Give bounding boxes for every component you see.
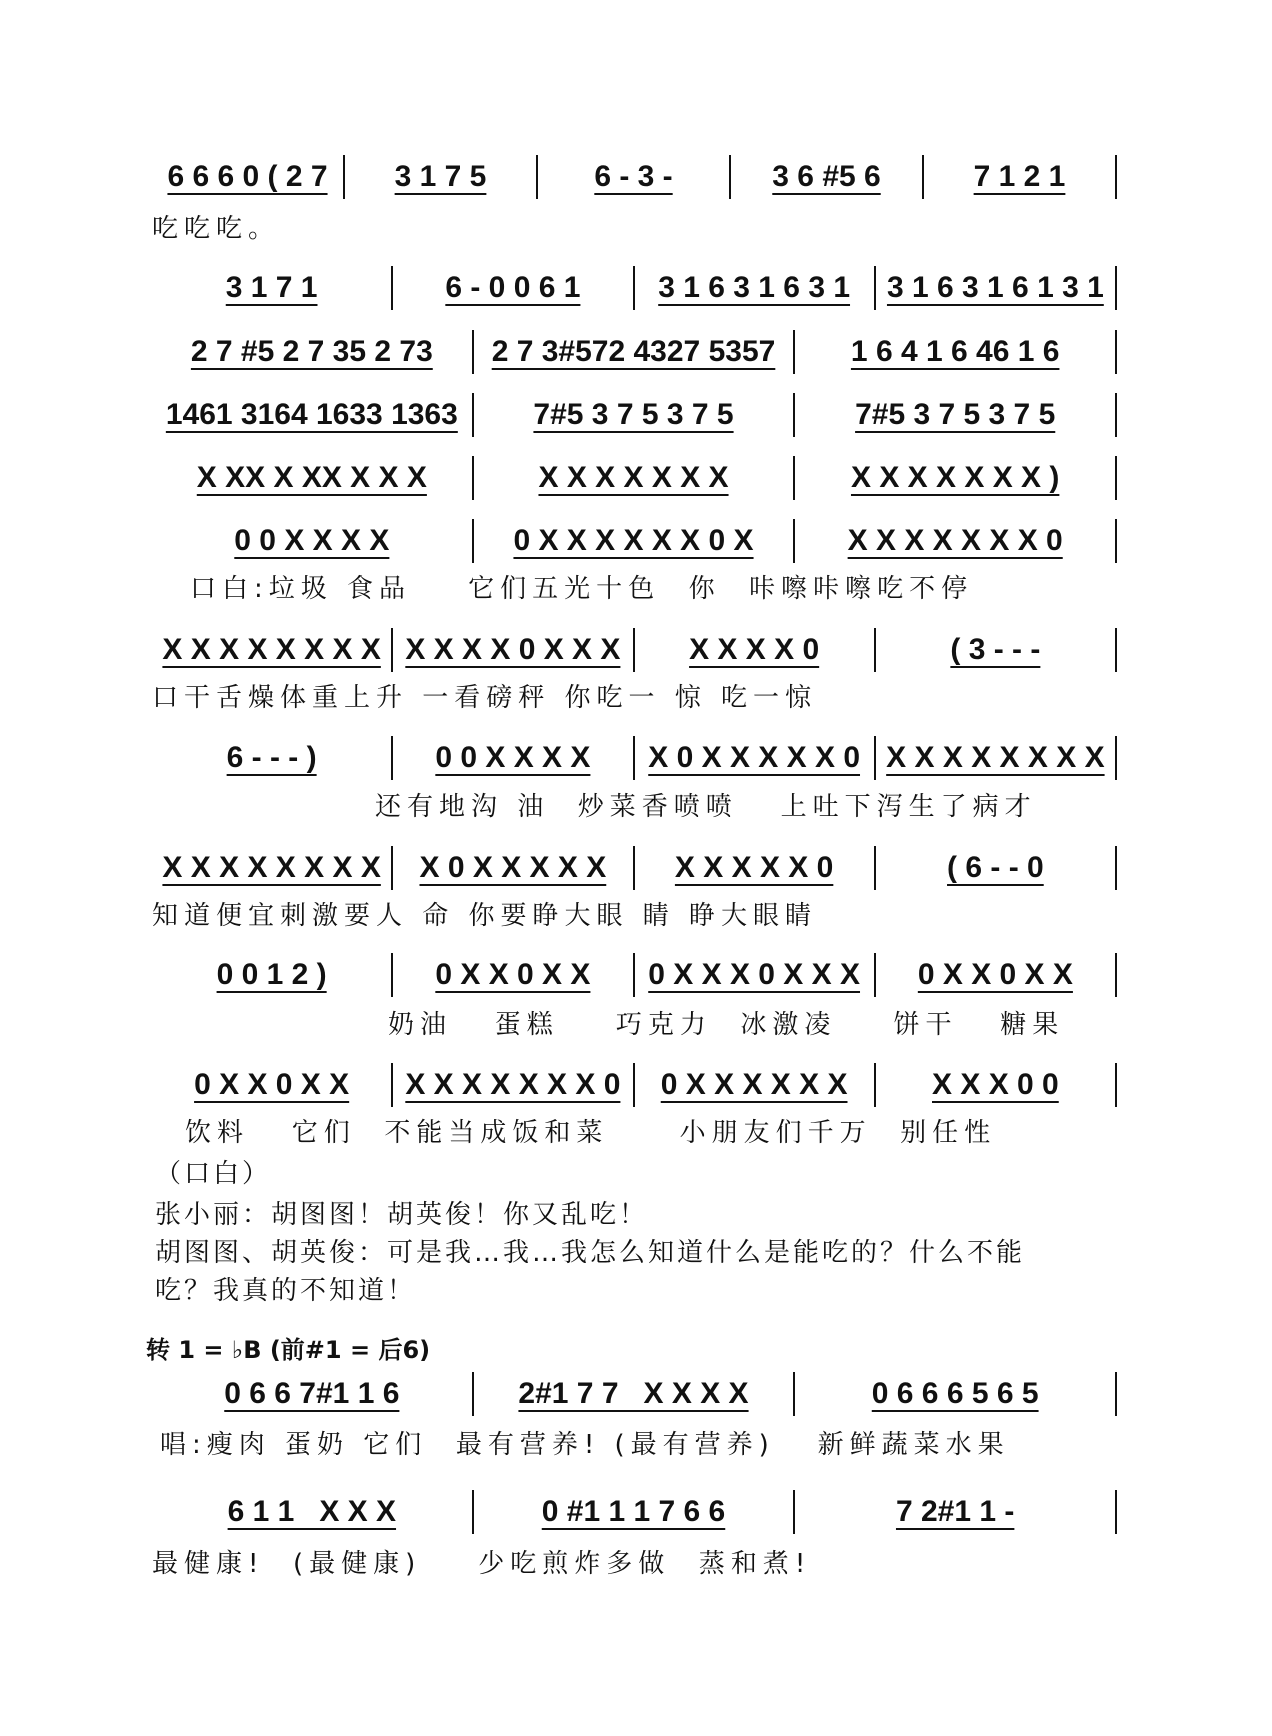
dialogue-line: 张小丽：胡图图！胡英俊！你又乱吃！ (155, 1200, 649, 1230)
measure: X XX X XX X X X (152, 456, 474, 500)
music-row-12 (152, 1372, 1117, 1416)
lyric-row-7: 口干舌燥体重上升 一看磅秤 你吃一 惊 吃一惊 (152, 683, 818, 713)
measure: 6 6 6 0 ( 2 7 (152, 155, 345, 199)
music-row-11 (152, 1063, 1117, 1107)
measure: 2 7 #5 2 7 35 2 73 (152, 330, 474, 374)
measure: X 0 X X X X X 0 (635, 736, 876, 780)
measure: 6 - 0 0 6 1 (393, 266, 634, 310)
measure: 1461 3164 1633 1363 (152, 393, 474, 437)
music-row-8 (152, 736, 1117, 780)
music-row-2 (152, 266, 1117, 310)
measure: X X X X 0 (635, 628, 876, 672)
measure: 1 6 4 1 6 46 1 6 (850, 335, 1060, 368)
measure: X X X X X X X ) (850, 461, 1060, 494)
measure: X X X X X X X X (152, 846, 393, 890)
music-row-7 (152, 628, 1117, 672)
music-row-5 (152, 456, 1117, 500)
measure: 6 - - - ) (152, 736, 393, 780)
measure: ( 6 - - 0 (947, 851, 1044, 884)
music-row-3 (152, 330, 1117, 374)
measure: 0 6 6 7#1 1 6 (152, 1372, 474, 1416)
music-row-9 (152, 846, 1117, 890)
lyric-row-12: 唱:瘦肉 蛋奶 它们 最有营养! (最有营养) 新鲜蔬菜水果 (160, 1430, 1010, 1460)
measure: X X X X X X X X (886, 741, 1105, 774)
music-row-13 (152, 1490, 1117, 1534)
measure: 0 0 X X X X (152, 519, 474, 563)
measure: 2 7 3#572 4327 5357 (474, 330, 796, 374)
measure: 0 #1 1 1 7 6 6 (474, 1490, 796, 1534)
measure: X X X X X X X X (152, 628, 393, 672)
measure: X X X X X X X 0 (847, 524, 1063, 557)
measure: X X X X X 0 (635, 846, 876, 890)
music-row-4 (152, 393, 1117, 437)
music-row-1 (152, 155, 1117, 199)
measure: 6 1 1 X X X (152, 1490, 474, 1534)
measure: 3 1 7 5 (345, 155, 538, 199)
lyric-row-1: 吃吃吃。 (152, 214, 281, 244)
measure: ( 3 - - - (950, 633, 1041, 666)
measure: 0 X X 0 X X (917, 958, 1073, 991)
measure: 7 1 2 1 (973, 160, 1066, 193)
measure: 0 0 X X X X (393, 736, 634, 780)
measure: 6 - 3 - (538, 155, 731, 199)
measure: 3 1 7 1 (152, 266, 393, 310)
measure: X 0 X X X X X (393, 846, 634, 890)
measure: 0 X X X X X X 0 X (474, 519, 796, 563)
measure: X X X X X X X 0 (393, 1063, 634, 1107)
key-change: 转 1 = ♭B (前#1 = 后6) (146, 1336, 431, 1364)
measure: X X X 0 0 (932, 1068, 1059, 1101)
measure: X X X X 0 X X X (393, 628, 634, 672)
measure: 7#5 3 7 5 3 7 5 (474, 393, 796, 437)
measure: 0 X X 0 X X (152, 1063, 393, 1107)
measure: 3 6 #5 6 (731, 155, 924, 199)
lyric-row-13: 最健康! (最健康) 少吃煎炸多做 蒸和煮! (152, 1549, 812, 1579)
measure: 7 2#1 1 - (895, 1495, 1015, 1528)
lyric-row-10: 奶油 蛋糕 巧克力 冰激凌 饼干 糖果 (388, 1010, 1065, 1040)
measure: X X X X X X X (474, 456, 796, 500)
lyric-row-11: 饮料 它们 不能当成饭和菜 小朋友们千万 别任性 (185, 1118, 997, 1148)
measure: 0 X X X X X X (635, 1063, 876, 1107)
measure: 0 X X X 0 X X X (635, 953, 876, 997)
measure: 0 0 1 2 ) (152, 953, 393, 997)
measure: 2#1 7 7 X X X X (474, 1372, 796, 1416)
measure: 0 X X 0 X X (393, 953, 634, 997)
lyric-row-6: 口白:垃圾 食品 它们五光十色 你 咔嚓咔嚓吃不停 (190, 574, 974, 604)
dialogue-line: 胡图图、胡英俊：可是我…我…我怎么知道什么是能吃的？什么不能 (155, 1238, 1026, 1268)
music-row-6 (152, 519, 1117, 563)
measure: 3 1 6 3 1 6 3 1 (635, 266, 876, 310)
measure: 3 1 6 3 1 6 1 3 1 (886, 271, 1104, 304)
dialogue-line: 吃？我真的不知道！ (155, 1276, 417, 1306)
measure: 7#5 3 7 5 3 7 5 (855, 398, 1056, 431)
measure: 0 6 6 6 5 6 5 (871, 1377, 1039, 1410)
lyric-row-9: 知道便宜刺激要人 命 你要睁大眼 睛 睁大眼睛 (152, 901, 818, 931)
music-row-10 (152, 953, 1117, 997)
lyric-row-8: 还有地沟 油 炒菜香喷喷 上吐下泻生了病才 (375, 792, 1037, 822)
dialogue-title: （口白） (155, 1159, 272, 1189)
